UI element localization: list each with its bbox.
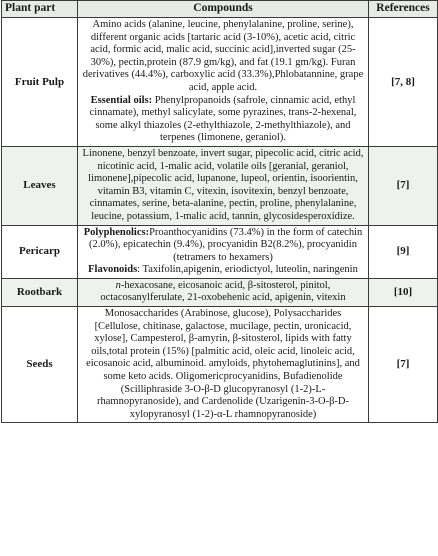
compound-text: -hexacosane, eicosanoic acid, β-sitosterol, pinitol, octacosanylferulate, 21-oxobehenic acid, apigenin, vitexin xyxy=(100,279,346,304)
reference-cell: [10] xyxy=(369,278,438,306)
compounds-cell xyxy=(78,307,369,423)
table-row xyxy=(2,278,438,306)
compounds-cell xyxy=(78,146,369,225)
header-compounds: Compounds xyxy=(78,1,369,18)
table-row xyxy=(2,307,438,423)
header-references: References xyxy=(369,1,438,18)
compounds-cell xyxy=(78,225,369,278)
compound-text: : Taxifolin,apigenin, eriodictyol, luteolin, naringenin xyxy=(137,264,358,276)
compounds-table-wrapper xyxy=(1,0,437,423)
reference-cell: [7, 8] xyxy=(369,18,438,147)
compound-text: Linonene, benzyl benzoate, invert sugar, pipecolic acid, citric acid, nicotinic acid, 1-malic acid, volatile oils [geranial, geraniol, limonene],pipecolic acid, lupanone, lupeol, orientin, isoorientin, vitamin B3, vitamin C, vitexin, isovitexin, benzyl benzoate, cinnamates, serine, beta-alanine, pectin, proline, phenylalanine, leucine, potassium, 1-malic acid, tannin, glycosidesperoxidize. xyxy=(82,147,364,222)
reference-cell: [9] xyxy=(369,225,438,278)
reference-cell: [7] xyxy=(369,146,438,225)
compounds-table xyxy=(1,0,438,423)
plant-part-cell: Rootbark xyxy=(2,278,78,306)
compound-text: Amino acids (alanine, leucine, phenylalanine, proline, serine), different organic acids [tartaric acid (3-10%), acetic acid, citric acid, formic acid, malic acid, succinic acid],inverted sugar (25-30%), pectin,protein (87.9 gm/kg), and fat (19.1 gm/kg). Furan derivatives (44.4%), carboxylic acid (33.3%),Phlobatannine, grape acid, apple acid. xyxy=(82,19,364,93)
table-header xyxy=(2,1,438,18)
compounds-cell xyxy=(78,18,369,147)
plant-part-cell: Leaves xyxy=(2,146,78,225)
plant-part-cell: Pericarp xyxy=(2,225,78,278)
compound-text: Monosaccharides (Arabinose, glucose), Polysaccharides [Cellulose, chitinase, galactose, mucilage, pectin, uronicacid, xylose], Campesterol, β-amyrin, β-sitosterol, lipids with fatty oils,total protein (15%) [palmitic acid, oleic acid, linoleic acid, eicosanoic acid, albuminoid. amyloids, phytohemaglutinins], and some keto acids. Oligomericprocyanidins, Bufadienolide (Scilliphraside 3-O-β-D glucopyranosyl (1-2)-L-rhamnopyranoside), and Cardenolide (Uzarigenin-3-O-β-D-xylopyranosyl (1-2)-α-L rhamnopyranoside) xyxy=(86,308,360,420)
header-plant-part: Plant part xyxy=(2,1,78,18)
compound-text: Proanthocyanidins (73.4%) in the form of catechin (2.0%), epicatechin (9.4%), procyanidin B2(8.2%), procyanidin (tetramers to hexamers) xyxy=(89,226,363,263)
compounds-cell xyxy=(78,278,369,306)
table-row xyxy=(2,146,438,225)
compound-text: Phenylpropanoids (safrole, cinnamic acid, ethyl cinnamate), methyl salicylate, some pyrazines, trans-2-hexenal, some alkyl thiazoles (2-ethylthiazole, 2-methylthiazole), and terpenes (limonene, geraniol). xyxy=(89,94,357,144)
plant-part-cell: Fruit Pulp xyxy=(2,18,78,147)
compound-category-label: Essential oils: xyxy=(90,94,153,106)
compound-category-label: Flavonoids xyxy=(88,264,138,276)
table-body xyxy=(2,18,438,423)
table-row xyxy=(2,18,438,147)
header-row xyxy=(2,1,438,18)
compound-text: n xyxy=(115,279,121,291)
reference-cell: [7] xyxy=(369,307,438,423)
table-row xyxy=(2,225,438,278)
compound-category-label: Polyphenolics: xyxy=(83,226,150,238)
plant-part-cell: Seeds xyxy=(2,307,78,423)
